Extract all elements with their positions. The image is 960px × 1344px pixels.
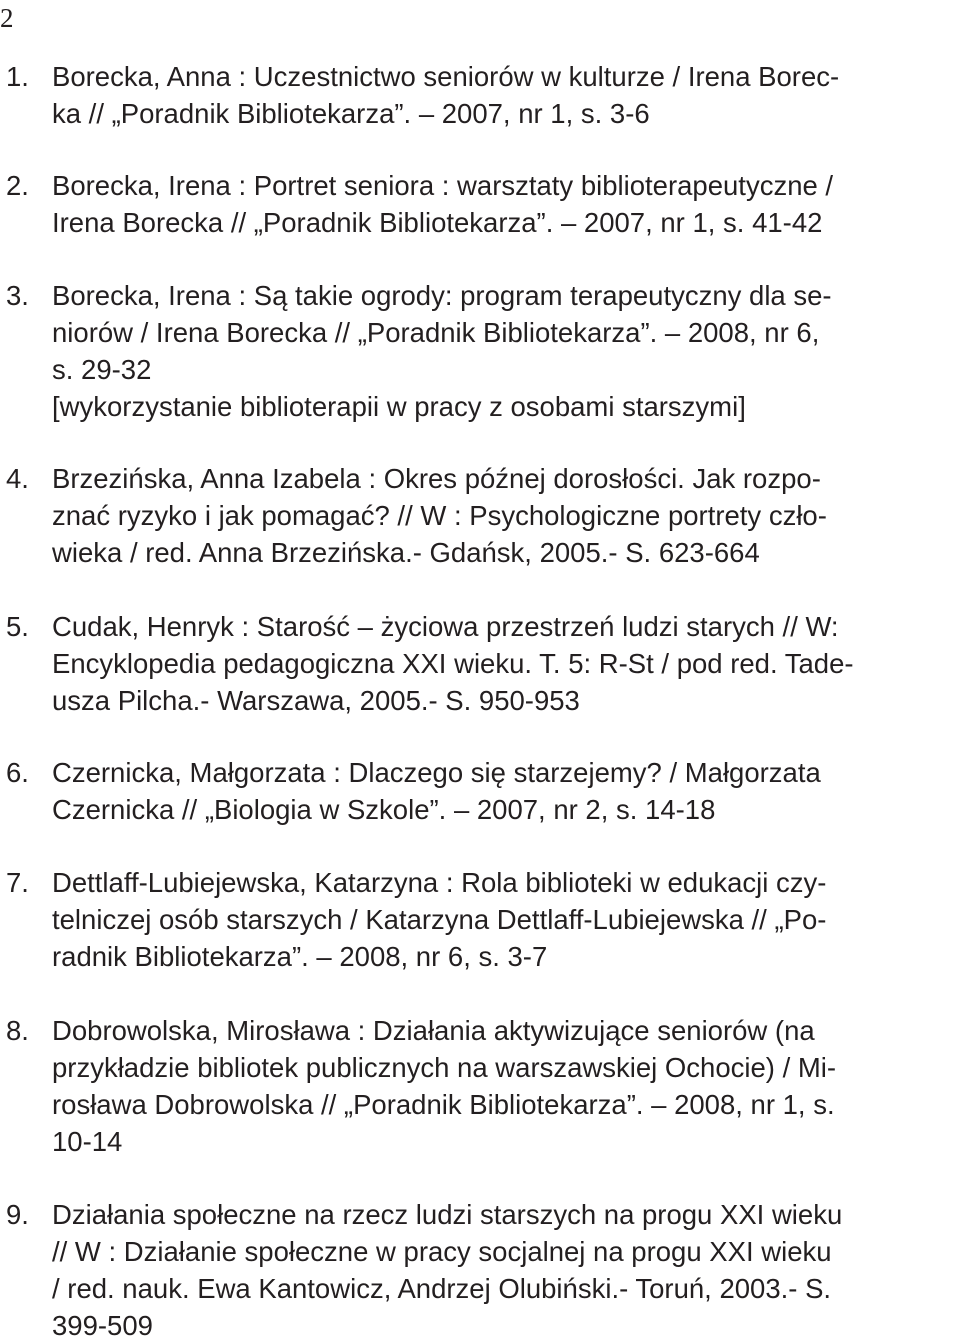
entry-text: Borecka, Irena : Portret seniora : warsztaty biblioterapeutyczne / Irena Borecka // „Poradnik Bibliotekarza”. – 2007, nr 1, s. 41-42 — [52, 170, 834, 238]
entry-text: Borecka, Anna : Uczestnictwo seniorów w kulturze / Irena Borec- ka // „Poradnik Bibliotekarza”. – 2007, nr 1, s. 3-6 — [52, 61, 840, 129]
bibliography-entry — [0, 608, 960, 719]
entry-number: 5. — [6, 611, 29, 642]
entry-text: Cudak, Henryk : Starość – życiowa przestrzeń ludzi starych // W: Encyklopedia pedagogiczna XXI wieku. T. 5: R-St / pod red. Tade- usza Pilcha.- Warszawa, 2005.- S. 950-953 — [52, 611, 854, 716]
bibliography-entry — [0, 1196, 960, 1344]
entry-number: 4. — [6, 463, 29, 494]
entry-text: Działania społeczne na rzecz ludzi starszych na progu XXI wieku // W : Działanie społeczne w pracy socjalnej na progu XXI wieku / red. nauk. Ewa Kantowicz, Andrzej Olubiński.- Toruń, 2003.- S. 399-509 — [52, 1199, 843, 1341]
entry-text: Czernicka, Małgorzata : Dlaczego się starzejemy? / Małgorzata Czernicka // „Biologia w Szkole”. – 2007, nr 2, s. 14-18 — [52, 757, 821, 825]
bibliography-entry — [0, 167, 960, 241]
page-number: 2 — [0, 3, 14, 33]
entry-text: Dettlaff-Lubiejewska, Katarzyna : Rola biblioteki w edukacji czy- telniczej osób starszych / Katarzyna Dettlaff-Lubiejewska // „Po- radnik Bibliotekarza”. – 2008, nr 6, s. 3-7 — [52, 867, 827, 972]
entry-text: Brzezińska, Anna Izabela : Okres późnej dorosłości. Jak rozpo- znać ryzyko i jak pomagać? // W : Psychologiczne portrety czło- wieka / red. Anna Brzezińska.- Gdańsk, 2005.- S. 623-664 — [52, 463, 827, 568]
bibliography-entry — [0, 1012, 960, 1160]
entry-number: 7. — [6, 867, 29, 898]
entry-number: 3. — [6, 280, 29, 311]
entry-text: Borecka, Irena : Są takie ogrody: program terapeutyczny dla se- niorów / Irena Borecka // „Poradnik Bibliotekarza”. – 2008, nr 6, s. 29-32 [wykorzystanie biblioterapii w pracy z osobami starszymi] — [52, 280, 832, 422]
entry-text: Dobrowolska, Mirosława : Działania aktywizujące seniorów (na przykładzie bibliotek publicznych na warszawskiej Ochocie) / Mi- rosława Dobrowolska // „Poradnik Bibliotekarza”. – 2008, nr 1, s. 10-14 — [52, 1015, 837, 1157]
entry-number: 2. — [6, 170, 29, 201]
bibliography-entry — [0, 864, 960, 975]
bibliography-entry — [0, 277, 960, 425]
entry-number: 6. — [6, 757, 29, 788]
bibliography-entry — [0, 754, 960, 828]
entry-number: 9. — [6, 1199, 29, 1230]
bibliography-entry — [0, 460, 960, 571]
entry-number: 1. — [6, 61, 29, 92]
entry-number: 8. — [6, 1015, 29, 1046]
bibliography-entry — [0, 58, 960, 132]
